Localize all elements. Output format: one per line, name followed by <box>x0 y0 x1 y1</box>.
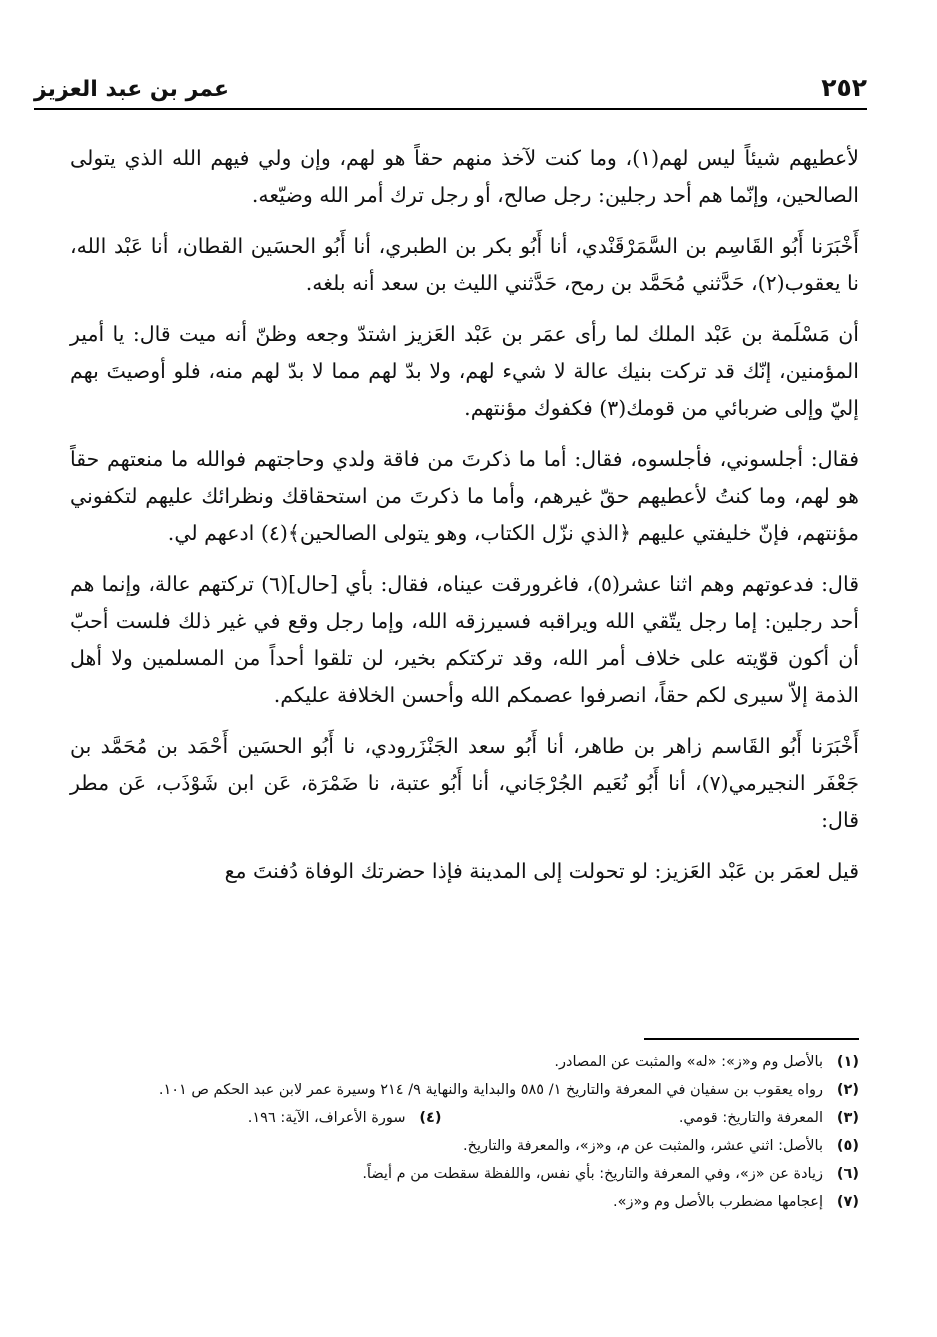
footnote-text: رواه يعقوب بن سفيان في المعرفة والتاريخ ١/ ٥٨٥ والبداية والنهاية ٩/ ٢١٤ وسيرة عمر لابن عبد الحكم ص ١٠١. <box>158 1082 823 1098</box>
paragraph: لأعطيهم شيئاً ليس لهم(١)، وما كنت لآخذ منهم حقاً هو لهم، وإن ولي فيهم الله الذي يتولى الصالحين، وإنّما هم أحد رجلين: رجل صالح، أو رجل ترك أمر الله وضيّعه. <box>70 146 859 207</box>
footnote-text: المعرفة والتاريخ: قومي. <box>678 1110 823 1126</box>
footnote-number: (٣) <box>836 1110 859 1126</box>
footnote <box>68 1076 859 1104</box>
paragraph: فقال: أجلسوني، فأجلسوه، فقال: أما ما ذكرتَ من فاقة ولدي وحاجتهم فوالله ما منعتهم حقاً هو لهم، وما كنتُ لأعطيهم حقّ غيرهم، وأما ما ذكرتَ من استحقاقك ونظرائك عليهم لتكفوني مؤنتهم، فإنّ خليفتي عليهم ﴿الذي نزّل الكتاب، وهو يتولى الصالحين﴾(٤) ادعهم لي. <box>70 447 859 545</box>
footnote-divider <box>644 1038 859 1040</box>
paragraph: أَخْبَرَنا أَبُو القَاسِم بن السَّمَرْقَنْدي، أنا أَبُو بكر بن الطبري، أنا أَبُو الحسَين القطان، أنا عَبْد الله، نا يعقوب(٢)، حَدَّثني مُحَمَّد بن رمح، حَدَّثني الليث بن سعد أنه بلغه. <box>70 234 859 295</box>
footnote-number: (٤) <box>419 1110 442 1126</box>
footnote <box>68 1132 859 1160</box>
footnote-text: سورة الأعراف، الآية: ١٩٦. <box>247 1110 406 1126</box>
footnote-number: (٢) <box>836 1082 859 1098</box>
footnote-pair <box>68 1104 859 1132</box>
page-header <box>34 68 867 110</box>
footnote-number: (١) <box>836 1054 859 1070</box>
footnote <box>68 1188 859 1216</box>
footnote <box>68 1160 859 1188</box>
main-text <box>70 140 859 904</box>
footnotes <box>68 1048 859 1216</box>
paragraph: قال: فدعوتهم وهم اثنا عشر(٥)، فاغرورقت عيناه، فقال: بأي [حال](٦) تركتهم عالة، وإنما هم أحد رجلين: إما رجل يتّقي الله ويراقبه فسيرزقه الله، وإما رجل وقع في غير ذلك فلست أحبّ أن أكون قوّيته على خلاف أمر الله، وقد تركتكم بخير، لن تلقوا أحداً من المسلمين ولا أهل الذمة إلاّ سيرى لكم حقاً، انصرفوا عصمكم الله وأحسن الخلافة عليكم. <box>70 572 859 707</box>
footnote-text: بالأصل: اثني عشر، والمثبت عن م، و«ز»، والمعرفة والتاريخ. <box>463 1138 823 1154</box>
running-title: عمر بن عبد العزيز <box>34 77 230 102</box>
footnote-text: إعجامها مضطرب بالأصل وم و«ز». <box>612 1194 823 1210</box>
page-number: ٢٥٢ <box>821 73 867 102</box>
footnote <box>68 1048 859 1076</box>
paragraph: قيل لعمَر بن عَبْد العَزيز: لو تحولت إلى المدينة فإذا حضرتك الوفاة دُفنتَ مع <box>224 859 859 883</box>
footnote-number: (٧) <box>836 1194 859 1210</box>
footnote-number: (٦) <box>836 1166 859 1182</box>
paragraph: أن مَسْلَمة بن عَبْد الملك لما رأى عمَر بن عَبْد العَزيز اشتدّ وجعه وظنّ أنه ميت قال: يا أمير المؤمنين، إنّك قد تركت بنيك عالة لا شيء لهم، ولا بدّ لهم مما لا بدّ لهم منه، فلو أوصيتَ بهم إليّ وإلى ضربائي من قومك(٣) فكفوك مؤنتهم. <box>70 322 859 420</box>
footnote-text: بالأصل وم و«ز»: «له» والمثبت عن المصادر. <box>554 1054 823 1070</box>
footnote-text: زيادة عن «ز»، وفي المعرفة والتاريخ: بأي نفس، واللفظة سقطت من م أيضاً. <box>362 1166 823 1182</box>
footnote-number: (٥) <box>836 1138 859 1154</box>
paragraph: أَخْبَرَنا أَبُو القَاسم زاهر بن طاهر، أنا أَبُو سعد الجَنْزَرودي، نا أَبُو الحسَين أَحْمَد بن مُحَمَّد بن جَعْفَر النجيرمي(٧)، أنا أَبُو نُعَيم الجُرْجَاني، أنا أَبُو عتبة، نا ضَمْرَة، عَن ابن شَوْذَب، عَن مطر قال: <box>70 734 859 832</box>
